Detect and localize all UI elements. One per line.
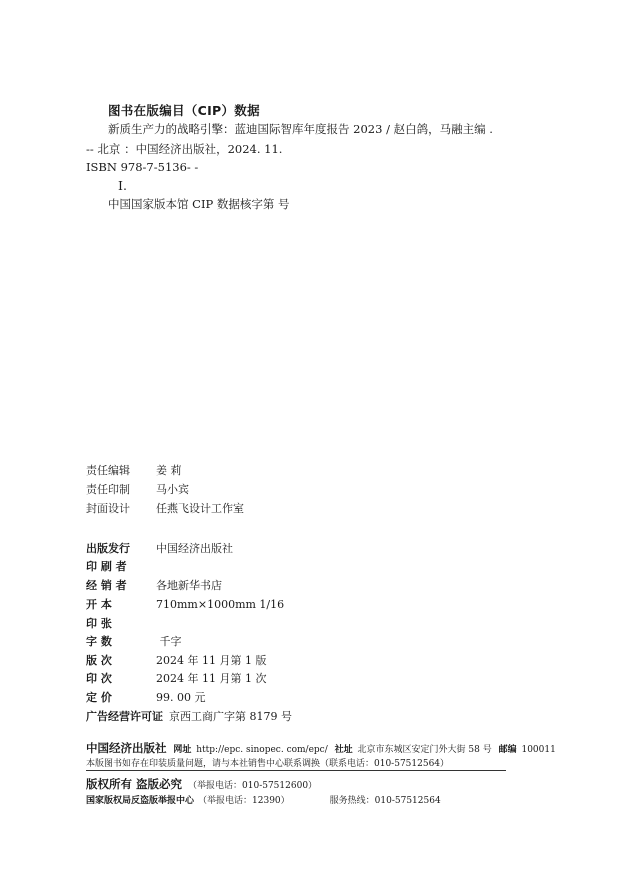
service-hotline: 服务热线：010-57512564 [329, 796, 441, 806]
postcode-label: 邮编 [498, 745, 517, 755]
staff-row-printing [86, 481, 189, 497]
pub-value: 2024 年 11 月第 1 版 [156, 654, 267, 667]
staff-label: 责任印制 [86, 483, 130, 496]
pub-row-format [86, 596, 284, 612]
staff-label: 封面设计 [86, 502, 130, 515]
press-contact-line [86, 740, 560, 756]
rights-line [86, 776, 317, 792]
rights-title: 版权所有 盗版必究 [86, 777, 183, 791]
pub-value: 千字 [156, 635, 182, 648]
pub-label: 印 张 [86, 617, 112, 630]
url-label: 网址 [173, 745, 192, 755]
pub-label: 字 数 [86, 635, 112, 648]
pub-label: 出版发行 [86, 542, 130, 555]
staff-label: 责任编辑 [86, 464, 130, 477]
staff-row-cover-design [86, 500, 244, 516]
footer-divider [86, 770, 506, 771]
pub-row-edition [86, 652, 266, 668]
postcode-value: 100011 [521, 745, 556, 755]
pub-value: 2024 年 11 月第 1 次 [156, 672, 267, 685]
staff-value: 任燕飞设计工作室 [156, 502, 244, 515]
pub-label: 版 次 [86, 654, 112, 667]
cip-isbn: ISBN 978-7-5136- - [86, 160, 199, 174]
cip-classification: Ⅰ. [118, 178, 127, 193]
cip-record-number: 中国国家版本馆 CIP 数据核字第 号 [108, 197, 290, 211]
press-name: 中国经济出版社 [86, 741, 167, 755]
cip-title: 图书在版编目（CIP）数据 [108, 103, 260, 118]
pub-row-printing [86, 670, 266, 686]
pub-row-publisher [86, 540, 233, 556]
address-label: 社址 [334, 745, 353, 755]
quality-note: 本版图书如存在印装质量问题，请与本社销售中心联系调换（联系电话：010-57512564） [86, 759, 450, 769]
pub-row-distributor [86, 577, 222, 593]
url-value: http://epc. sinopec. com/epc/ [196, 745, 328, 755]
pub-value: 中国经济出版社 [156, 542, 233, 555]
staff-value: 马小宾 [156, 483, 189, 496]
pub-label: 印 次 [86, 672, 112, 685]
pub-value: 各地新华书店 [156, 579, 222, 592]
pub-value: 710mm×1000mm 1/16 [156, 598, 285, 611]
license-value: 京西工商广字第 8179 号 [169, 710, 292, 723]
pub-row-word-count [86, 633, 182, 649]
pub-row-sheets [86, 615, 156, 631]
anti-piracy-phone: （举报电话：12390） [198, 796, 290, 806]
pub-row-price [86, 689, 205, 705]
license-label: 广告经营许可证 [86, 710, 163, 723]
pub-label: 开 本 [86, 598, 112, 611]
pub-label: 经 销 者 [86, 579, 127, 592]
pub-label: 印 刷 者 [86, 560, 127, 573]
rights-phone: （举报电话：010-57512600） [188, 781, 318, 791]
pub-row-ad-license [86, 708, 292, 724]
staff-value: 姜 莉 [156, 464, 182, 477]
pub-value: 99. 00 元 [156, 691, 206, 704]
anti-piracy-office: 国家版权局反盗版举报中心 [86, 796, 195, 806]
pub-row-printer [86, 558, 156, 574]
cip-line-2: -- 北京 ：中国经济出版社，2024. 11. [86, 142, 283, 156]
anti-piracy-line [86, 793, 441, 806]
staff-row-editor [86, 462, 182, 478]
address-value: 北京市东城区安定门外大街 58 号 [357, 745, 492, 755]
pub-label: 定 价 [86, 691, 112, 704]
cip-line-1: 新质生产力的战略引擎：蓝迪国际智库年度报告 2023 / 赵白鸽，马融主编 . [108, 122, 493, 136]
